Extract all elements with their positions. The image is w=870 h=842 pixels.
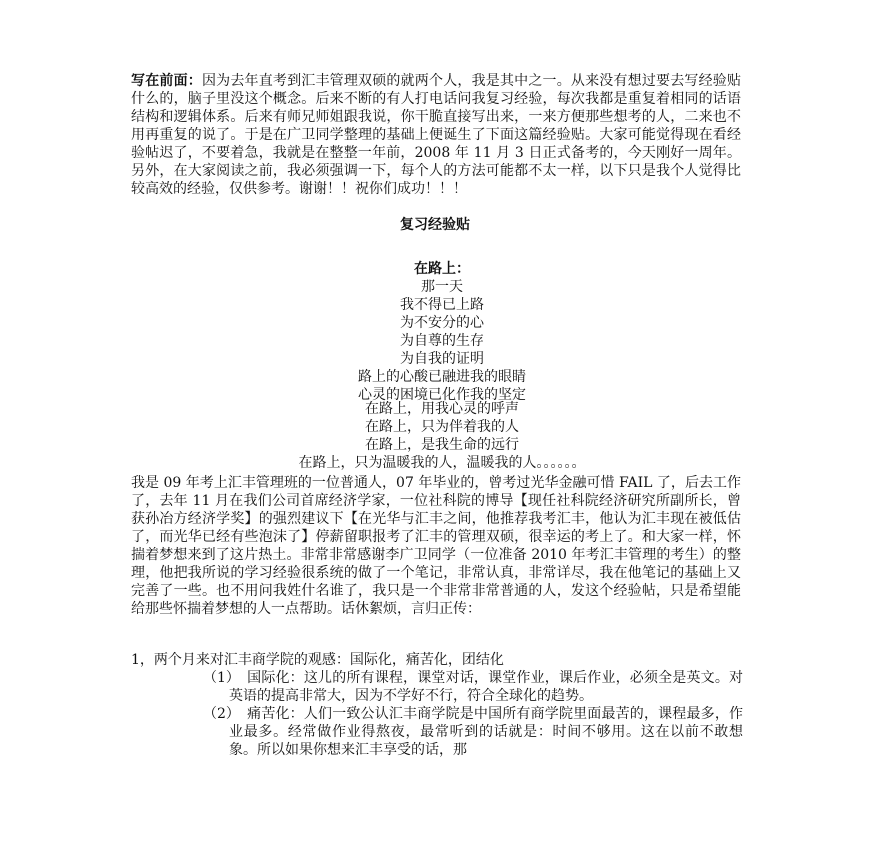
- poem-on-the-road: [200, 260, 684, 404]
- item-text: 国际化：这儿的所有课程，课堂对话，课堂作业，课后作业，必须全是英文。对英语的提高非常大，因为不学好不行，符合全球化的趋势。: [229, 670, 743, 704]
- story-paragraph: 我是 09 年考上汇丰管理班的一位普通人，07 年毕业的，曾考过光华金融可惜 FAIL 了，后去工作了，去年 11 月在我们公司首席经济学家，一位社科院的博导【现任社科院经济研究所副所长，曾获孙冶方经济学奖】的强烈建议下【在光华与汇丰之间，他推荐我考汇丰，他认为汇丰现在被低估了，而光华已经有些泡沫了】停薪留职报考了汇丰的管理双硕，很幸运的考上了。和大家一样，怀揣着梦想来到了这片热土。非常非常感谢李广卫同学（一位准备 2010 年考汇丰管理的考生）的整理，他把我所说的学习经验很系统的做了一个笔记，非常认真，非常详尽，我在他笔记的基础上又完善了一些。也不用问我姓什名谁了，我只是一个非常非常普通的人，发这个经验帖，只是希望能给那些怀揣着梦想的人一点帮助。话休絮烦，言归正传：: [131, 475, 741, 617]
- poem-line: 在路上，是我生命的远行: [365, 437, 519, 453]
- item-number: （1）: [203, 670, 240, 686]
- poem-line: 为不安分的心: [400, 315, 484, 331]
- poem-title: 在路上：: [414, 261, 470, 277]
- section-impressions: [131, 651, 743, 759]
- intro-paragraph: [131, 72, 741, 198]
- item-text: 痛苦化：人们一致公认汇丰商学院是中国所有商学院里面最苦的，课程最多，作业最多。经常做作业得熬夜，最常听到的话就是：时间不够用。这在以前不敢想象。所以如果你想来汇丰享受的话，那: [229, 706, 743, 758]
- item-number: （2）: [203, 706, 240, 722]
- section-heading: 1，两个月来对汇丰商学院的观感：国际化，痛苦化，团结化: [131, 652, 504, 668]
- intro-lead: 写在前面：: [131, 73, 202, 89]
- poem-line: 在路上，用我心灵的呼声: [365, 401, 519, 417]
- poem-line: 我不得已上路: [400, 297, 484, 313]
- poem-line: 为自尊的生存: [400, 333, 484, 349]
- list-item: [157, 705, 743, 759]
- poem-line: 为自我的证明: [400, 351, 484, 367]
- list-item: [157, 669, 743, 705]
- poem-line: 路上的心酸已融进我的眼睛: [358, 369, 526, 385]
- intro-body: 因为去年直考到汇丰管理双硕的就两个人，我是其中之一。从来没有想过要去写经验贴什么的，脑子里没这个概念。后来不断的有人打电话问我复习经验，每次我都是重复着相同的话语结构和逻辑体系。后来有师兄师姐跟我说，你干脆直接写出来，一来方便那些想考的人，二来也不用再重复的说了。于是在广卫同学整理的基础上便诞生了下面这篇经验贴。大家可能觉得现在看经验帖迟了，不要着急，我就是在整整一年前，2008 年 11 月 3 日正式备考的，今天刚好一周年。另外，在大家阅读之前，我必须强调一下，每个人的方法可能都不太一样，以下只是我个人觉得比较高效的经验，仅供参考。谢谢！！祝你们成功！！！: [131, 73, 741, 197]
- poem-line: 在路上，只为温暖我的人，温暖我的人。。。。。。: [298, 455, 586, 471]
- poem-stanza-two: [200, 400, 684, 472]
- review-title: 复习经验贴: [400, 217, 470, 233]
- poem-line: 心灵的困境已化作我的坚定: [358, 387, 526, 403]
- poem-line: 在路上，只为伴着我的人: [365, 419, 519, 435]
- poem-line: 那一天: [421, 279, 463, 295]
